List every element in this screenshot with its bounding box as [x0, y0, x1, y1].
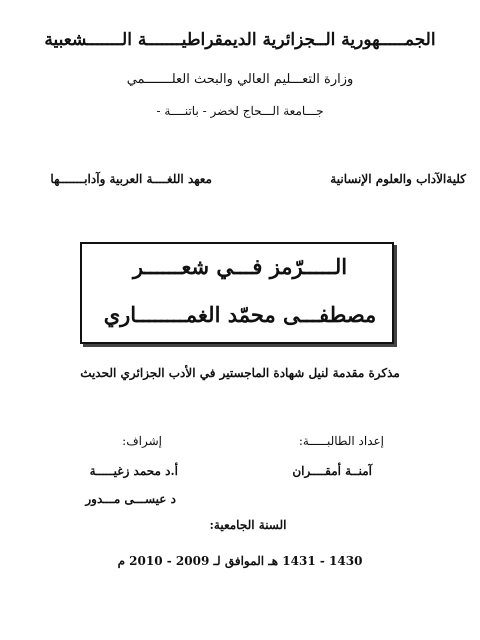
university-heading: جـــامعة الـــحاج لخضر - باتنــــة - — [156, 104, 324, 118]
thesis-title-line-2: مصطفـــى محمّد الغمــــــــاري — [103, 302, 377, 327]
supervision-label: إشراف: — [122, 434, 162, 448]
ministry-heading: وزارة التعـــليم العالي والبحث العلـــــــمي — [126, 72, 354, 87]
academic-year-label: السنة الجامعية: — [209, 518, 287, 532]
student-name: آمنــة أمقــــران — [292, 464, 372, 478]
thesis-title-line-1: الـــــرّمز فـــي شعــــــر — [132, 254, 348, 279]
institute-name: معهد اللغــــة العربية وآدابـــــــها — [50, 172, 212, 186]
supervisor-name-1: أ.د محمد زغيـــــة — [89, 464, 178, 478]
supervisor-name-2: د عيســـى مـــدور — [85, 492, 176, 506]
faculty-name: كليةالآداب والعلوم الإنسانية — [330, 172, 466, 186]
thesis-subtitle: مذكرة مقدمة لنيل شهادة الماجستير في الأدب الجزائري الحديث — [80, 366, 400, 380]
prepared-by-label: إعداد الطالبـــــة: — [298, 434, 384, 448]
republic-heading: الجمـــــهورية الــجزائرية الديمقراطيـــــــة الـــــــشعبية — [44, 30, 436, 50]
academic-year-value: 1430 - 1431 هـ الموافق لـ 2009 - 2010 م — [117, 554, 363, 568]
